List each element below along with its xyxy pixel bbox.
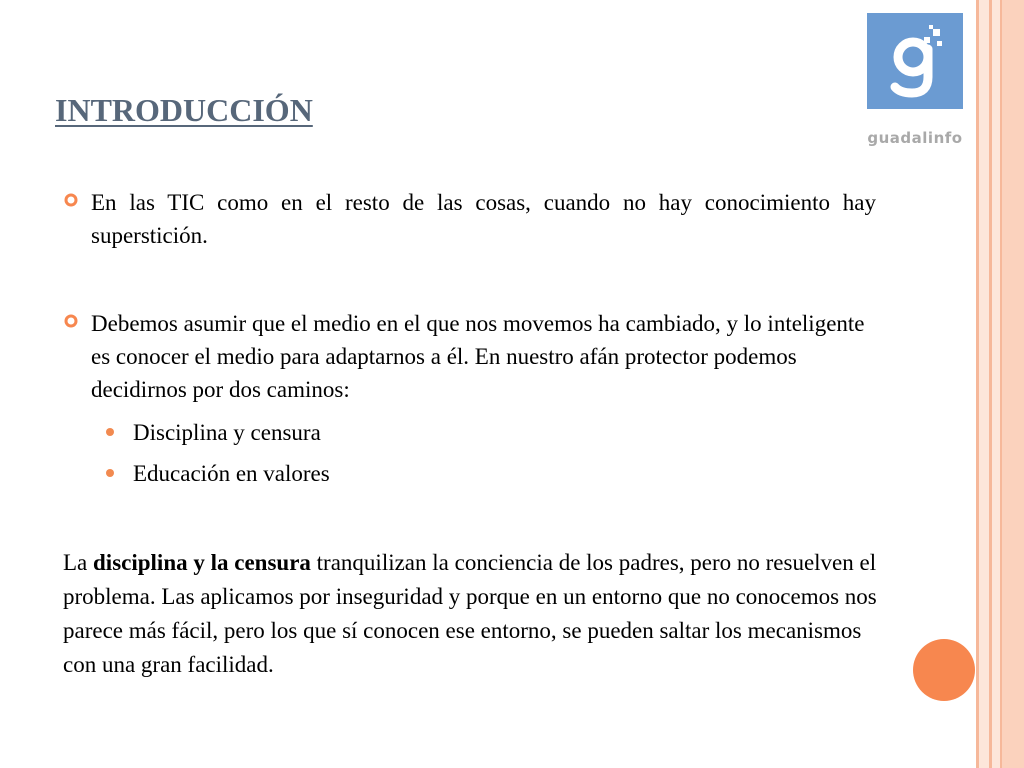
bullet-item — [63, 307, 881, 406]
decorative-stripes — [976, 0, 1024, 768]
bullet-text: Debemos asumir que el medio en el que nos movemos ha cambiado, y lo inteligente es conocer el medio para adaptarnos a él. En nuestro afán protector podemos decidirnos por dos caminos: — [91, 311, 865, 402]
sub-bullet-item — [106, 457, 330, 490]
decorative-circle — [913, 639, 975, 701]
stripe — [992, 0, 1000, 768]
guadalinfo-logo — [867, 13, 963, 145]
logo-brand-text: guadalinfo — [867, 129, 963, 147]
paragraph-bold: disciplina y la censura — [93, 550, 311, 575]
body-paragraph — [63, 546, 893, 682]
guadalinfo-g-icon — [867, 13, 963, 109]
paragraph-rest: tranquilizan la conciencia de los padres, pero no resuelven el problema. Las aplicamos por inseguridad y porque en un entorno que no conocemos nos parece más fácil, pero los que sí conocen ese entorno, se pueden saltar los mecanismos con una gran facilidad. — [63, 550, 877, 677]
sub-bullet-text: Disciplina y censura — [133, 420, 321, 445]
ring-bullet-icon — [63, 313, 79, 329]
dot-bullet-icon — [106, 428, 114, 436]
stripe — [1002, 0, 1024, 768]
stripe — [979, 0, 989, 768]
sub-bullet-text: Educación en valores — [133, 461, 330, 486]
ring-bullet-icon — [63, 192, 79, 208]
bullet-item — [63, 186, 876, 252]
slide-title: INTRODUCCIÓN — [55, 92, 313, 128]
bullet-text: En las TIC como en el resto de las cosas, cuando no hay conocimiento hay superstición. — [91, 190, 876, 248]
sub-bullet-item — [106, 416, 321, 449]
paragraph-lead: La — [63, 550, 94, 575]
dot-bullet-icon — [106, 469, 114, 477]
